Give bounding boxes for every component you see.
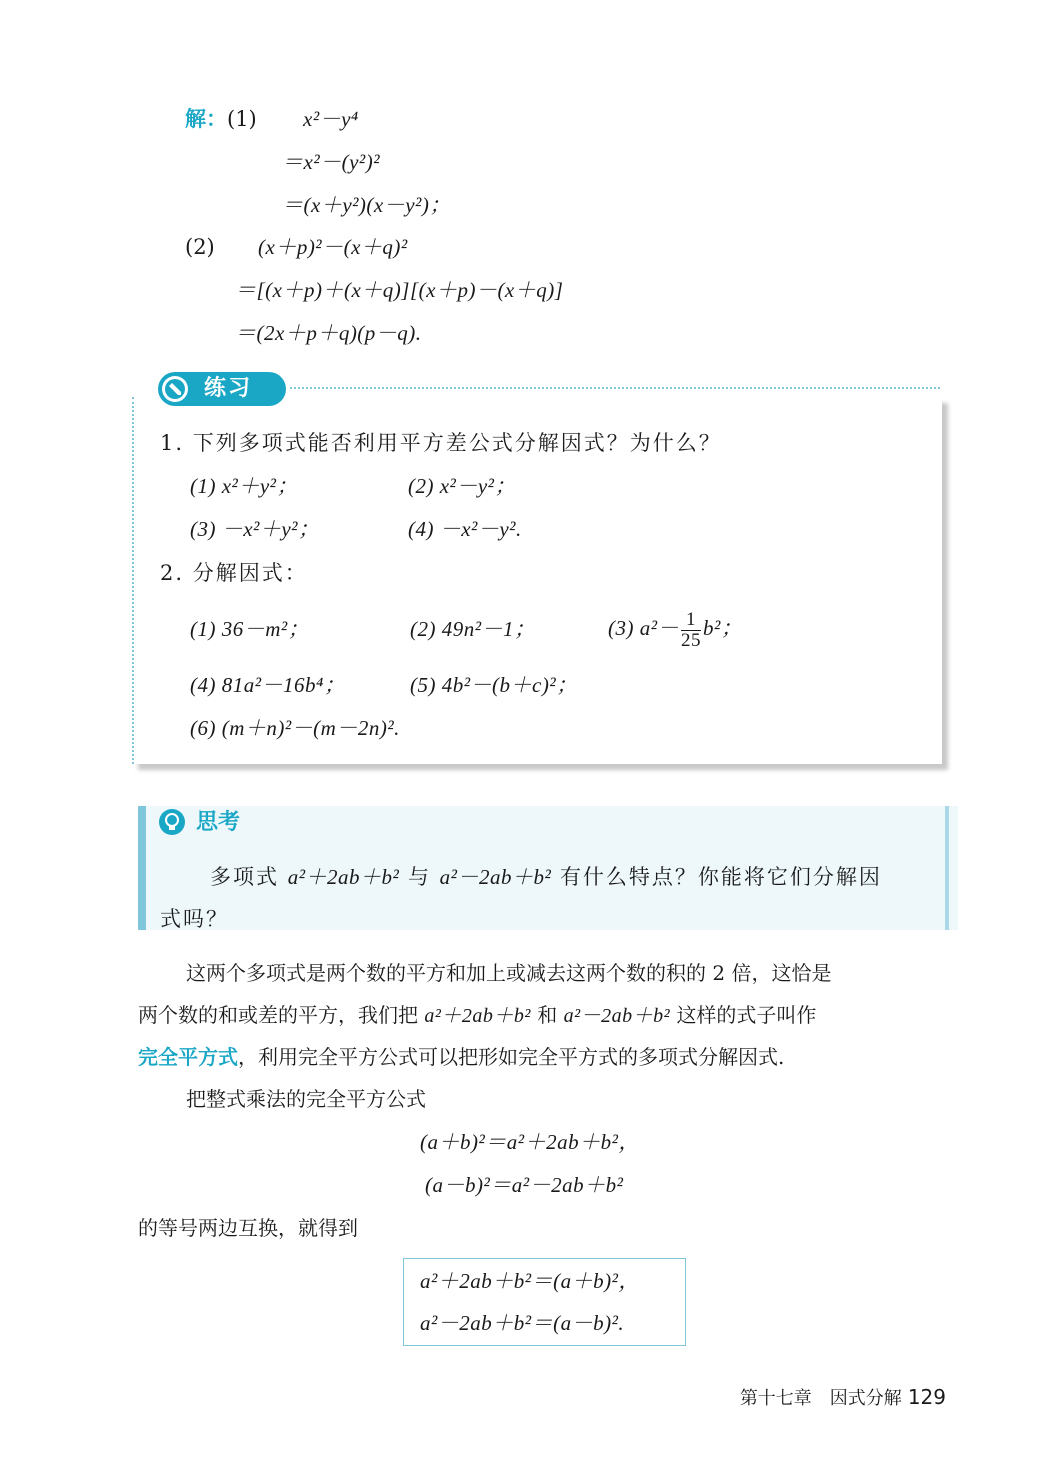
think-title: 思考	[196, 810, 241, 835]
footer-chapter: 第十七章 因式分解	[739, 1388, 902, 1409]
think-line-2: 式吗？	[160, 907, 229, 931]
practice-q2-item-2: (2) 49n²－1；	[410, 617, 536, 641]
practice-q1-item-3: (3) －x²＋y²；	[190, 517, 320, 541]
practice-question-1: 1. 下列多项式能否利用平方差公式分解因式？为什么？	[160, 431, 722, 455]
solution-part1-number: (1)	[227, 107, 257, 131]
practice-q2-item-3-a: (3) a²－	[608, 616, 680, 640]
lightbulb-icon	[158, 808, 186, 836]
solution-p2-line2: ＝[(x＋p)＋(x＋q)][(x＋p)－(x＋q)]	[235, 278, 564, 302]
formula-box-eq-2: a²－2ab＋b²＝(a－b)².	[420, 1311, 625, 1335]
practice-q1-item-2: (2) x²－y²；	[408, 474, 516, 498]
body-expr-1: a²＋2ab＋b²	[424, 1005, 531, 1027]
body-equation-1: (a＋b)²＝a²＋2ab＋b²，	[420, 1130, 640, 1154]
body-p2: 把整式乘法的完全平方公式	[186, 1087, 426, 1111]
body-p1-line3	[138, 1042, 784, 1072]
practice-dotted-rule	[290, 387, 940, 389]
body-text-e: 这样的式子叫作	[676, 1003, 817, 1027]
body-equation-2: (a－b)²＝a²－2ab＋b²	[425, 1173, 624, 1197]
body-p3: 的等号两边互换，就得到	[138, 1216, 358, 1240]
think-line-1	[210, 862, 882, 892]
fraction-denominator: 25	[681, 629, 702, 651]
practice-q2-item-3-b: b²；	[703, 616, 743, 640]
body-text-a: 两个数的和或差的平方，我们把	[138, 1003, 418, 1027]
solution-part2-number: (2)	[185, 235, 215, 259]
body-text-c: 和	[537, 1003, 558, 1027]
think-text-c: 与	[407, 865, 431, 889]
solution-label: 解：	[185, 107, 227, 131]
practice-q2-item-1: (1) 36－m²；	[190, 617, 310, 641]
practice-question-2: 2. 分解因式：	[160, 561, 308, 585]
practice-q1-item-4: (4) －x²－y².	[408, 517, 522, 541]
fraction	[681, 610, 701, 651]
solution-p1-line1: x²－y⁴	[303, 107, 359, 131]
term-perfect-square: 完全平方式	[138, 1045, 238, 1069]
page-footer	[740, 1384, 946, 1410]
think-text-a: 多项式	[210, 865, 279, 889]
body-p1-line3-rest: ，利用完全平方公式可以把形如完全平方式的多项式分解因式.	[238, 1045, 785, 1069]
think-expr-1: a²＋2ab＋b²	[287, 865, 400, 889]
practice-q2-item-5: (5) 4b²－(b＋c)²；	[410, 673, 578, 697]
solution-p1-line3: ＝(x＋y²)(x－y²)；	[282, 193, 451, 217]
solution-p2-line3: ＝(2x＋p＋q)(p－q).	[235, 321, 422, 345]
page-number: 129	[907, 1385, 946, 1409]
pencil-icon	[160, 374, 190, 404]
practice-q1-item-1: (1) x²＋y²；	[190, 474, 298, 498]
practice-q2-item-6: (6) (m＋n)²－(m－2n)².	[190, 716, 400, 740]
fraction-numerator: 1	[681, 610, 701, 631]
think-box-right-bar	[945, 806, 949, 930]
body-p1-line2	[138, 1000, 816, 1031]
think-expr-2: a²－2ab＋b²	[439, 865, 552, 889]
think-text-e: 有什么特点？你能将它们分解因	[559, 865, 882, 889]
formula-box-eq-1: a²＋2ab＋b²＝(a＋b)²，	[420, 1269, 640, 1293]
practice-q2-item-4: (4) 81a²－16b⁴；	[190, 673, 346, 697]
practice-title: 练习	[204, 376, 253, 401]
solution-p1-line2: ＝x²－(y²)²	[282, 150, 381, 174]
body-p1-line1: 这两个多项式是两个数的平方和加上或减去这两个数的积的 2 倍，这恰是	[186, 961, 832, 985]
solution-label-line	[185, 104, 257, 134]
body-expr-2: a²－2ab＋b²	[563, 1005, 671, 1027]
solution-p2-line1: (x＋p)²－(x＋q)²	[258, 235, 408, 259]
practice-q2-item-3	[608, 600, 742, 656]
